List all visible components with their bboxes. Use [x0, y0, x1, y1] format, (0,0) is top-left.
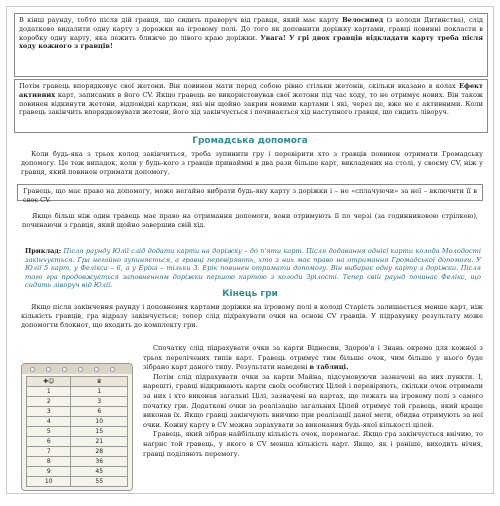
table-cell: 5	[27, 427, 71, 437]
tokens-text	[19, 82, 483, 117]
note-text: У грі двох гравців відкладати карту треба після ходу кожного з гравців!	[19, 33, 484, 51]
table-cell: 28	[71, 447, 128, 457]
scoring-para-2: Потім слід підрахувати очки за карти Майна, підсумовуючи зазначені на них пункти. І, нарешті, гравці відкривають карти своїх особистих Цілей і перевіряють, скільки очок отримали за них і хто виконав загальні Цілі, зазначені на картах, що лежать на ігровому полі з самого початку гри. Додаткові очки за реалізацію загальних Цілей отримує той гравець, який краще виконав їх. Якщо гравці закінчують вничию при реалізації даної мети, обидва отримують за неї очки. Кожну карту в CV можна зарахувати за виконання будь-якої кількості цілей.	[143, 372, 483, 429]
round-end-text-c: (з колоди Дитинства), слід додатково видалити одну карту з дорожки на ігровому полі. До того як доповнити доріжку картами, гравці повинні покласти в коробку одну карту, яка лежить ближче до лівого краю доріжки.	[19, 16, 483, 42]
table-cell: 10	[27, 477, 71, 487]
table-cell: 8	[27, 457, 71, 467]
multiple-help-callout	[17, 210, 483, 227]
table-cell: 4	[27, 417, 71, 427]
table-cell: 9	[27, 467, 71, 477]
scoring-text-1a: Спочатку слід підрахувати очки за карти Відносин, Здоров'я і Знань окремо для кожної з трьох перелічених типів карт. Гравець отримує тим більше очок, чим більше у нього буде зібрано карт даного типу. Результати наведені	[143, 344, 483, 372]
score-table-header	[27, 377, 128, 387]
section-heading-public-help: Громадська допомога	[192, 136, 308, 146]
table-cell: 6	[27, 437, 71, 447]
scoring-text-1b: в таблиці.	[309, 363, 349, 372]
table-row	[27, 437, 128, 447]
scoring-para-1	[143, 344, 483, 373]
tokens-box	[14, 79, 488, 133]
game-end-text: Якщо після закінчення раунду і доповнення картами доріжки на ігровому полі в колоді Старість залишається менше карт, ніж кількість гравців, гра відразу закінчується; тепер слід підрахувати очки на основі CV гравців. У підрахунку результату може допомогти блокнот, що входить до комплекту гри.	[21, 303, 483, 329]
active-effect-term: Ефект активних	[19, 82, 483, 99]
cards-count-header-icon: ✚☺	[27, 377, 71, 387]
help-rule-text: Гравець, що має право на допомогу, може негайно вибрати будь-яку карту з доріжки і – не «сплачуючи» за неї – включити її в своє CV.	[23, 187, 477, 204]
tokens-text-a: Потім гравець впорядковує свої жетони. Він повинен мати перед собою рівно стільки жетонів, скільки вказано в колах	[19, 82, 459, 90]
table-row	[27, 397, 128, 407]
table-cell: 6	[71, 407, 128, 417]
round-end-text-a: В кінці раунду, тобто після дій гравця, що сидить праворуч від гравця, який має карту	[19, 16, 343, 24]
table-row	[27, 417, 128, 427]
table-cell: 3	[71, 397, 128, 407]
game-end-paragraph	[21, 303, 483, 329]
section-heading-game-end: Кінець гри	[222, 289, 278, 299]
rulebook-page	[6, 6, 494, 494]
pad-binding	[22, 364, 132, 374]
score-table	[26, 376, 128, 487]
public-help-text: Коли будь-яка з трьох колод закінчиться, треба зупинити гру і перевірити хто з гравців повинен отримати Громадську допомогу. Це теж випадок, коли у будь-кого з гравців принаймні в два рази більше карт, викладених на столі, у своєму CV, ніж у гравця, який повинен отримати допомогу.	[21, 150, 483, 176]
help-rule-callout	[17, 184, 483, 204]
round-end-box	[14, 13, 488, 77]
scoring-rules	[143, 344, 483, 459]
table-cell: 10	[71, 417, 128, 427]
example-block	[25, 247, 481, 290]
table-row	[27, 457, 128, 467]
table-cell: 36	[71, 457, 128, 467]
note-label: Увага!	[260, 33, 286, 42]
table-cell: 1	[27, 387, 71, 397]
example-text: Після раунду Юлії слід додати карти на доріжку – до п'яти карт. Після додавання однієї карти колода Молодості закінчується. Гра негайно зупиняється, а гравці перевіряють, хто з них має право на отримання Громадської допомоги. У Юлії 5 карт, у Фелікса – 6, а у Еріка – тільки 3. Ерік повинен отримати допомогу. Він вибирає одну карту з доріжки. Після того гра продовжується заповненням доріжки першою картою з колоди Зрілості. Тепер свій раунд починає Фелікс, що сидить ліворуч від Юлії.	[25, 247, 481, 290]
example-label: Приклад:	[25, 247, 62, 255]
table-row	[27, 467, 128, 477]
round-end-text	[19, 16, 483, 51]
table-cell: 21	[71, 437, 128, 447]
public-help-paragraph	[21, 150, 483, 176]
bicycle-card-name: Велосипед	[342, 16, 384, 24]
multiple-help-text: Якщо більш ніж один гравець має право на отримання допомоги, вони отримують її по черзі (за годинниковою стрілкою), починаючи з гравця, який щойно завершив свій хід.	[22, 212, 478, 229]
tokens-text-c: карт, записаних в його CV. Якщо гравець не використовував свої жетони під час ходу, то не отримує нових. Він також повинен відкинути жетони, відповідні карткам, які він щойно закрив новими картами і які, через це, вже не є активними. Коли гравець закінчить впорядковувати жетони, його хід закінчується і починається хід наступного гравця, що сидить ліворуч.	[19, 90, 483, 117]
table-row	[27, 407, 128, 417]
table-cell: 7	[27, 447, 71, 457]
score-pad-illustration	[21, 363, 133, 491]
table-cell: 15	[71, 427, 128, 437]
table-row	[27, 387, 128, 397]
table-row	[27, 477, 128, 487]
scoring-para-3: Гравець, який зібрав найбільшу кількість очок, перемагає. Якщо гра закінчується внічию, то нагрис той гравець, у якого в CV менша кількість карт. Якщо, як і раніше, виходить нічия, гравці поділяють перемогу.	[143, 430, 483, 458]
table-row	[27, 447, 128, 457]
table-cell: 3	[27, 407, 71, 417]
table-cell: 55	[71, 477, 128, 487]
table-cell: 45	[71, 467, 128, 477]
table-cell: 2	[27, 397, 71, 407]
points-header-icon: ♛	[71, 377, 128, 387]
table-cell: 1	[71, 387, 128, 397]
table-row	[27, 427, 128, 437]
